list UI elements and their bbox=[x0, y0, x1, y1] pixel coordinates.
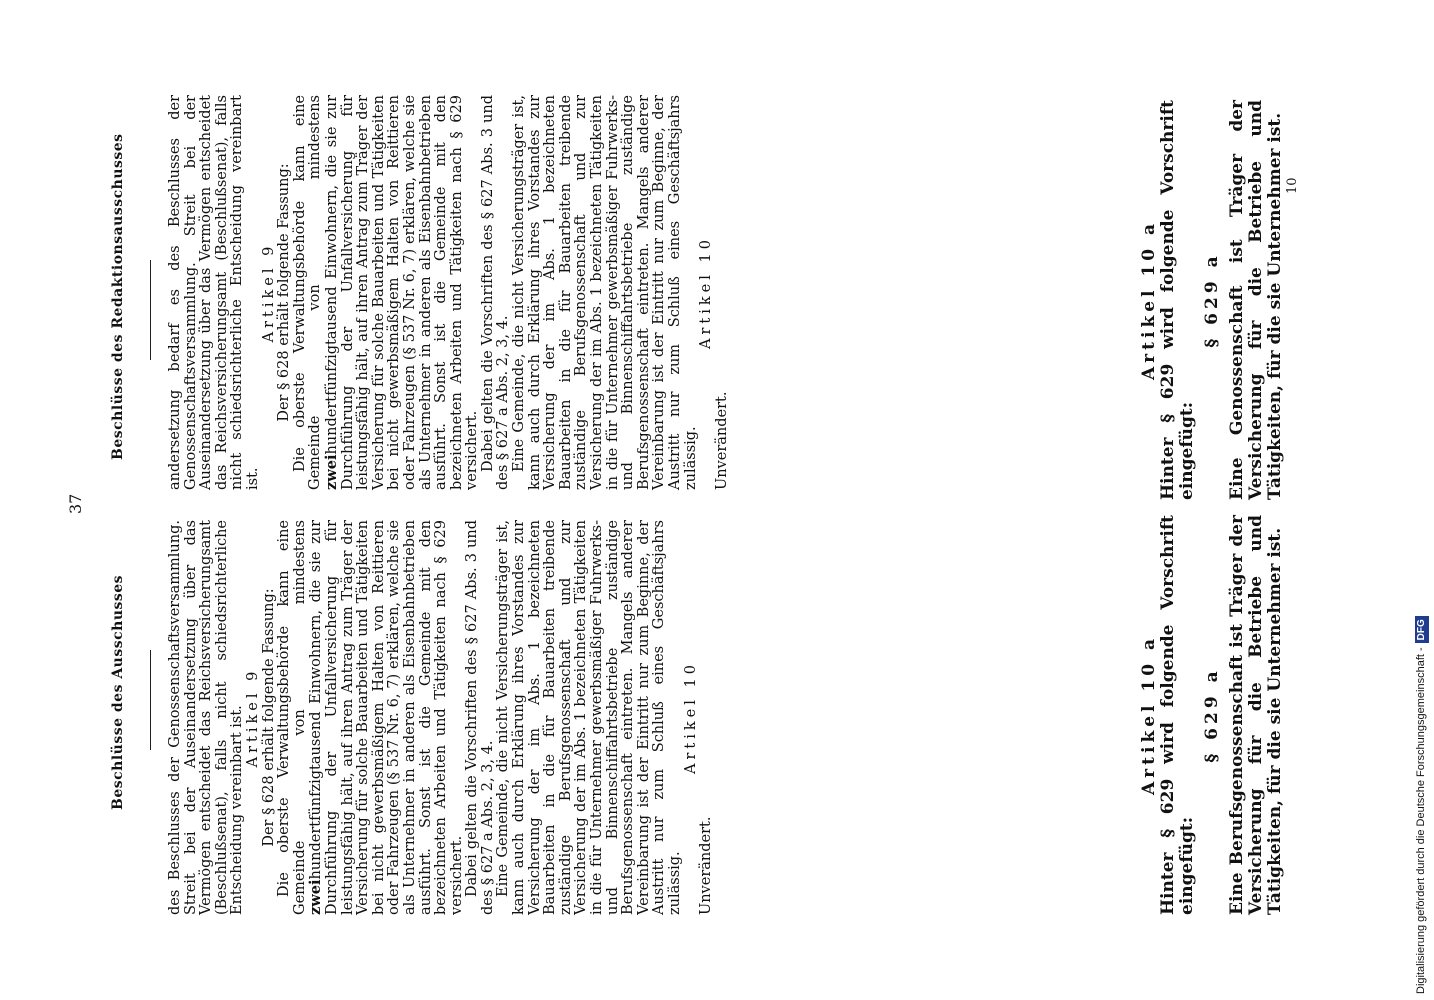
left-section-629a-text: Eine Berufsgenossenschaft ist Träger der Versicherung für die Betriebe und Tätigkeiten, für die sie Unternehmer ist. bbox=[1227, 515, 1285, 915]
left-column-text bbox=[168, 520, 715, 915]
right-column-text bbox=[168, 95, 730, 490]
right-article-10-heading: Artikel 10 bbox=[698, 236, 715, 349]
right-paragraph-1: Die oberste Verwaltungsbehörde kann eine Gemeinde von mindestens zweihundertfünfzigtausend Einwohnern, die sie zur Durchführung der Unfallversicherung für leistungsfähig hält, auf ihren Antrag zum Träger der Versicherung für solche Bauarbeiten und Tätigkeiten bei nicht gewerbsmäßigem Halten von Reittieren oder Fahrzeugen (§ 537 Nr. 6, 7) erklären, welche sie als Unternehmer in anderen als Eisenbahnbetrieben ausführt. Sonst ist die Gemeinde mit den bezeichneten Arbeiten und Tätigkeiten nach § 629 versichert. bbox=[291, 95, 481, 490]
right-article-10a-heading: Artikel 10 a bbox=[1139, 219, 1159, 381]
left-article-10a-heading: Artikel 10 a bbox=[1139, 634, 1159, 796]
right-header-rule bbox=[150, 260, 151, 360]
right-section-629a-heading: § 629 a bbox=[1202, 252, 1222, 348]
right-article-9-heading: Artikel 9 bbox=[260, 242, 277, 343]
right-section-629a-text: Eine Genossenschaft ist Träger der Versicherung für die Betriebe und Tätigkeiten, für die sie Unternehmer ist. bbox=[1227, 100, 1285, 500]
left-article-9-subtitle: Der § 628 erhält folgende Fassung: bbox=[260, 588, 277, 847]
dfg-logo: DFG bbox=[1415, 616, 1429, 643]
digitization-credit bbox=[1410, 0, 1434, 1000]
footer-number: 10 bbox=[1285, 177, 1300, 194]
left-article-10a-block bbox=[1140, 515, 1285, 915]
left-column-header: Beschlüsse des Ausschusses bbox=[110, 574, 126, 810]
right-paragraph-3: Eine Gemeinde, die nicht Versicherungsträger ist, kann auch durch Erklärung ihres Vorstandes zur Versicherung der im Abs. 1 bezeichneten Bauarbeiten in die für Bauarbeiten treibende zuständige Berufsgenossenschaft und zur Versicherung der im Abs. 1 bezeichneten Tätigkeiten in die für Unternehmer gewerbsmäßiger Fuhrwerks- und Binnenschiffahrtsbetriebe zuständige Berufsgenossenschaft eintreten. Mangels anderer Vereinbarung ist der Eintritt nur zum Beginne, der Austritt nur zum Schluß eines Geschäftsjahrs zulässig. bbox=[511, 95, 699, 490]
left-paragraph-2: Dabei gelten die Vorschriften des § 627 Abs. 3 und des § 627 a Abs. 2, 3, 4. bbox=[464, 520, 496, 915]
left-article-10-heading: Artikel 10 bbox=[682, 661, 699, 774]
right-article-10-text: Unverändert. bbox=[713, 391, 730, 490]
credit-text: Digitalisierung gefördert durch die Deutsche Forschungsgemeinschaft - bbox=[1415, 647, 1427, 994]
left-header-rule bbox=[150, 650, 151, 750]
left-article-10-text: Unverändert. bbox=[698, 816, 715, 915]
left-section-629a-heading: § 629 a bbox=[1202, 667, 1222, 763]
left-paragraph-1: Die oberste Verwaltungsbehörde kann eine Gemeinde von mindestens zweihundertfünfzigtausend Einwohnern, die sie zur Durchführung der Unfallversicherung für leistungsfähig hält, auf ihren Antrag zum Träger der Versicherung für solche Bauarbeiten und Tätigkeiten bei nicht gewerbsmäßigem Halten von Reittieren oder Fahrzeugen (§ 537 Nr. 6, 7) erklären, welche sie als Unternehmer in anderen als Eisenbahnbetrieben ausführt. Sonst ist die Gemeinde mit den bezeichneten Arbeiten und Tätigkeiten nach § 629 versichert. bbox=[276, 520, 465, 915]
right-article-9-subtitle: Der § 628 erhält folgende Fassung: bbox=[276, 163, 293, 422]
right-paragraph-2: Dabei gelten die Vorschriften des § 627 Abs. 3 und des § 627 a Abs. 2, 3, 4. bbox=[479, 95, 512, 490]
left-article-10a-lead: Hinter § 629 wird folgende Vorschrift eingefügt: bbox=[1158, 515, 1197, 915]
left-intro: des Beschlusses der Genossenschaftsversammlung. Streit bei der Auseinandersetzung über das Vermögen entscheidet das Reichsversicherungsamt (Beschlußsenat), falls nicht schiedsrichterliche Entscheidung vereinbart ist. bbox=[167, 520, 246, 915]
right-article-10a-block bbox=[1140, 100, 1285, 500]
page-number: 37 bbox=[66, 493, 85, 514]
left-paragraph-3: Eine Gemeinde, die nicht Versicherungsträger ist, kann auch durch Erklärung ihres Vorstandes zur Versicherung der im Abs. 1 bezeichneten Bauarbeiten in die für Bauarbeiten treibende zuständige Berufsgenossenschaft und zur Versicherung der im Abs. 1 bezeichneten Tätigkeiten in die für Unternehmer gewerbsmäßiger Fuhrwerks- und Binnenschiffahrtsbetriebe zuständige Berufsgenossenschaft eintreten. Mangels anderer Vereinbarung ist der Eintritt nur zum Beginne, der Austritt nur zum Schluß eines Geschäftsjahrs zulässig. bbox=[495, 520, 683, 915]
left-article-9-heading: Artikel 9 bbox=[244, 667, 261, 768]
right-intro: andersetzung bedarf es des Beschlusses der Genossenschaftsversammlung. Streit bei der Auseinandersetzung über das Vermögen entscheidet das Reichsversicherungsamt (Beschlußsenat), falls nicht schiedsrichterliche Entscheidung vereinbart ist. bbox=[167, 95, 261, 490]
right-column-header: Beschlüsse des Redaktionsausschusses bbox=[110, 133, 126, 460]
right-article-10a-lead: Hinter § 629 wird folgende Vorschrift eingefügt: bbox=[1158, 100, 1197, 500]
